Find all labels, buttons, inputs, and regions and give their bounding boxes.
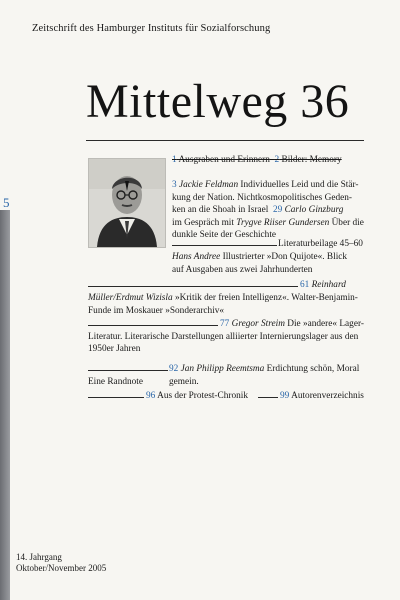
toc-text: dunkle Seite der Geschichte [172,230,277,240]
toc-text-line [172,217,364,230]
rule [88,370,168,371]
title-rule [86,140,364,141]
toc-text: im Gespräch mit [172,217,234,228]
rule [172,245,277,246]
toc-text: Individuelles Leid und die Stär- [240,180,359,190]
toc-text-line [88,292,364,305]
journal-title: Mittelweg 36 [86,75,350,128]
toc-title: Aus der Protest-Chronik [157,391,249,401]
toc-entry-autoren [280,390,364,403]
toc-author: Reinhard [311,280,346,290]
toc-entry-memory [172,154,364,167]
page-number: 96 [146,391,156,401]
spine-number: 5 [3,195,10,210]
toc-author: Jackie Feldman [178,180,239,190]
toc-entry-mueller [300,279,346,292]
spine-bar [0,210,10,600]
toc-text: ken an die Shoah in Israel [172,205,269,215]
page-number: 29 [272,205,283,215]
toc-text: kung der Nation. Nichtkosmopolitisches Geden- [172,192,352,203]
toc-author: Trygve Riiser Gundersen [236,217,330,228]
page-number: 92 [169,364,179,374]
toc-text: auf Ausgaben aus zwei Jahrhunderten [172,264,313,275]
toc-title: Ausgraben und Erinnern [178,155,270,165]
toc-text: Über die [331,217,364,228]
toc-text: 1950er Jahren [88,344,141,354]
toc-text: Literatur. Literarische Darstellungen alliierter Internierungslager aus den [88,331,359,342]
toc-entry-streim [220,318,364,331]
page-number: 99 [280,391,290,401]
toc-author: Hans Andree [172,252,221,262]
toc-text: Eine Randnote [88,376,143,387]
rule [88,286,298,287]
toc-entry-feldman: 3 Jackie Feldman Individuelles Leid und die Stär- [172,180,359,190]
portrait-icon [89,159,165,247]
toc-title: Autorenverzeichnis [291,391,364,401]
page-number: 77 [220,319,230,329]
volume-label: 14. Jahrgang [16,552,62,562]
journal-subtitle: Zeitschrift des Hamburger Instituts für Sozialforschung [32,23,271,34]
toc-text: Die »andere« Lager- [287,319,364,329]
toc-author: Gregor Streim [231,319,285,329]
issue-info [16,552,106,573]
toc-author: Carlo Ginzburg [284,205,344,215]
page-number: 1 [172,155,177,165]
toc-text: Illustrierter »Don Quijote«. Blick [222,252,348,262]
portrait-photo [88,158,166,248]
toc-entry-andree [172,251,364,264]
toc-entry-protest-chronik [146,390,248,403]
toc-author: Jan Philipp Reemtsma [180,364,265,374]
page-number: 61 [300,280,310,290]
toc-text: Funde im Moskauer »Sonderarchiv« [88,305,225,316]
issue-date: Oktober/November 2005 [16,562,107,573]
toc-title: Bilder: Memory [281,155,342,165]
toc-entry-ginzburg [172,204,364,217]
page-number: 2 [274,155,280,165]
toc-label-supplement: Literaturbeilage 45–60 [278,239,363,249]
toc-text: Erdichtung schön, Moral gemein. [169,364,360,387]
rule [88,325,218,326]
toc-text: »Kritik der freien Intelligenz«. Walter-Benjamin- [174,293,358,303]
rule [258,397,278,398]
rule [88,397,144,398]
toc-author: Müller/Erdmut Wizisla [88,293,173,303]
